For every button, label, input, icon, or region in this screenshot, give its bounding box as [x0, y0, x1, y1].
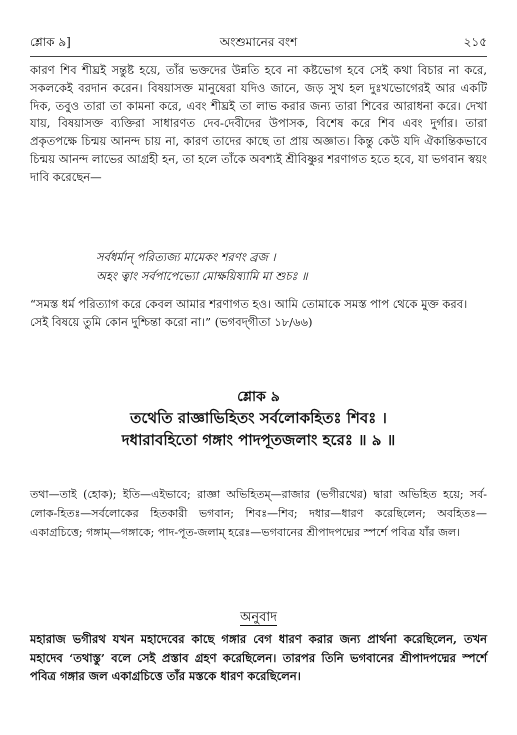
quoted-verse-line-2: অহং ত্বাং সর্বপাপেভ্যো মোক্ষয়িষ্যামি মা শুচঃ ॥: [96, 269, 308, 283]
word-synonyms: তথা—তাই (হোক); ইতি—এইভাবে; রাজ্ঞা অভিহিতম্‌—রাজার (ভগীরথের) দ্বারা অভিহিত হয়ে; সর্ব-লোক-হিতঃ—সর্বলোকের হিতকারী ভগবান; শিবঃ—শিব; দধার—ধারণ করেছিলেন; অবহিতঃ—একাগ্রচিত্তে; গঙ্গাম্‌—গঙ্গাকে; পাদ-পূত-জলাম্‌ হরেঃ—ভগবানের শ্রীপাদপদ্মের স্পর্শে পবিত্র যাঁর জল।: [30, 488, 487, 539]
sloka-title: শ্লোক ৯: [237, 389, 280, 405]
purport-paragraph: কারণ শিব শীঘ্রই সন্তুষ্ট হয়ে, তাঁর ভক্তদের উন্নতি হবে না কষ্টভোগ হবে সেই কথা বিচার না করে, সকলকেই বরদান করেন। বিষয়াসক্ত মানুষেরা যদিও জানে, জড় সুখ হল দুঃখভোগেরই আর একটি দিক, তবুও তারা তা কামনা করে, এবং শীঘ্রই তা লাভ করার জন্য তারা শিবের আরাধনা করে। দেখা যায়, বিষয়াসক্ত ব্যক্তিরা সাধারণত দেব-দেবীদের উপাসক, বিশেষ করে শিব এবং দুর্গার। তারা প্রকৃতপক্ষে চিন্ময় আনন্দ চায় না, কারণ তাদের কাছে তা প্রায় অজ্ঞাত। কিন্তু কেউ যদি ঐকান্তিকভাবে চিন্ময় আনন্দ লাভের আগ্রহী হন, তা হলে তাঁকে অবশ্যই শ্রীবিষ্ণুর শরণাগত হতে হবে, যা ভগবান স্বয়ং দাবি করেছেন—: [30, 63, 487, 184]
page-header: [30, 34, 487, 52]
sloka-line-2: দধারাবহিতো গঙ্গাং পাদপূতজলাং হরেঃ ॥ ৯ ॥: [121, 431, 396, 449]
translation-paragraph: মহারাজ ভগীরথ যখন মহাদেবের কাছে গঙ্গার বেগ ধারণ করার জন্য প্রার্থনা করেছিলেন, তখন মহাদেব ‘তথাস্তু’ বলে সেই প্রস্তাব গ্রহণ করেছিলেন। তারপর তিনি ভগবানের শ্রীপাদপদ্মের স্পর্শে পবিত্র গঙ্গার জল একাগ্রচিত্তে তাঁর মস্তকে ধারণ করেছিলেন।: [30, 632, 487, 683]
header-page-number: ২১৫: [463, 35, 487, 49]
quoted-verse-line-1: সর্বধর্মান্‌ পরিত্যজ্য মামেকং শরণং ব্রজ ।: [96, 250, 276, 264]
header-divider: [30, 56, 487, 57]
quoted-verse-translation: “সমস্ত ধর্ম পরিত্যাগ করে কেবল আমার শরণাগত হও। আমি তোমাকে সমস্ত পাপ থেকে মুক্ত করব। সেই বিষয়ে তুমি কোন দুশ্চিন্তা করো না।” (ভগবদ্‌গীতা ১৮/৬৬): [30, 297, 468, 329]
sloka-line-1: তথেতি রাজ্ঞাভিহিতং সর্বলোকহিতঃ শিবঃ ।: [130, 409, 387, 427]
header-chapter-title: অংশুমানের বংশ: [219, 35, 298, 49]
header-verse-ref: শ্লোক ৯]: [30, 35, 71, 49]
translation-heading: অনুবাদ: [240, 610, 277, 625]
